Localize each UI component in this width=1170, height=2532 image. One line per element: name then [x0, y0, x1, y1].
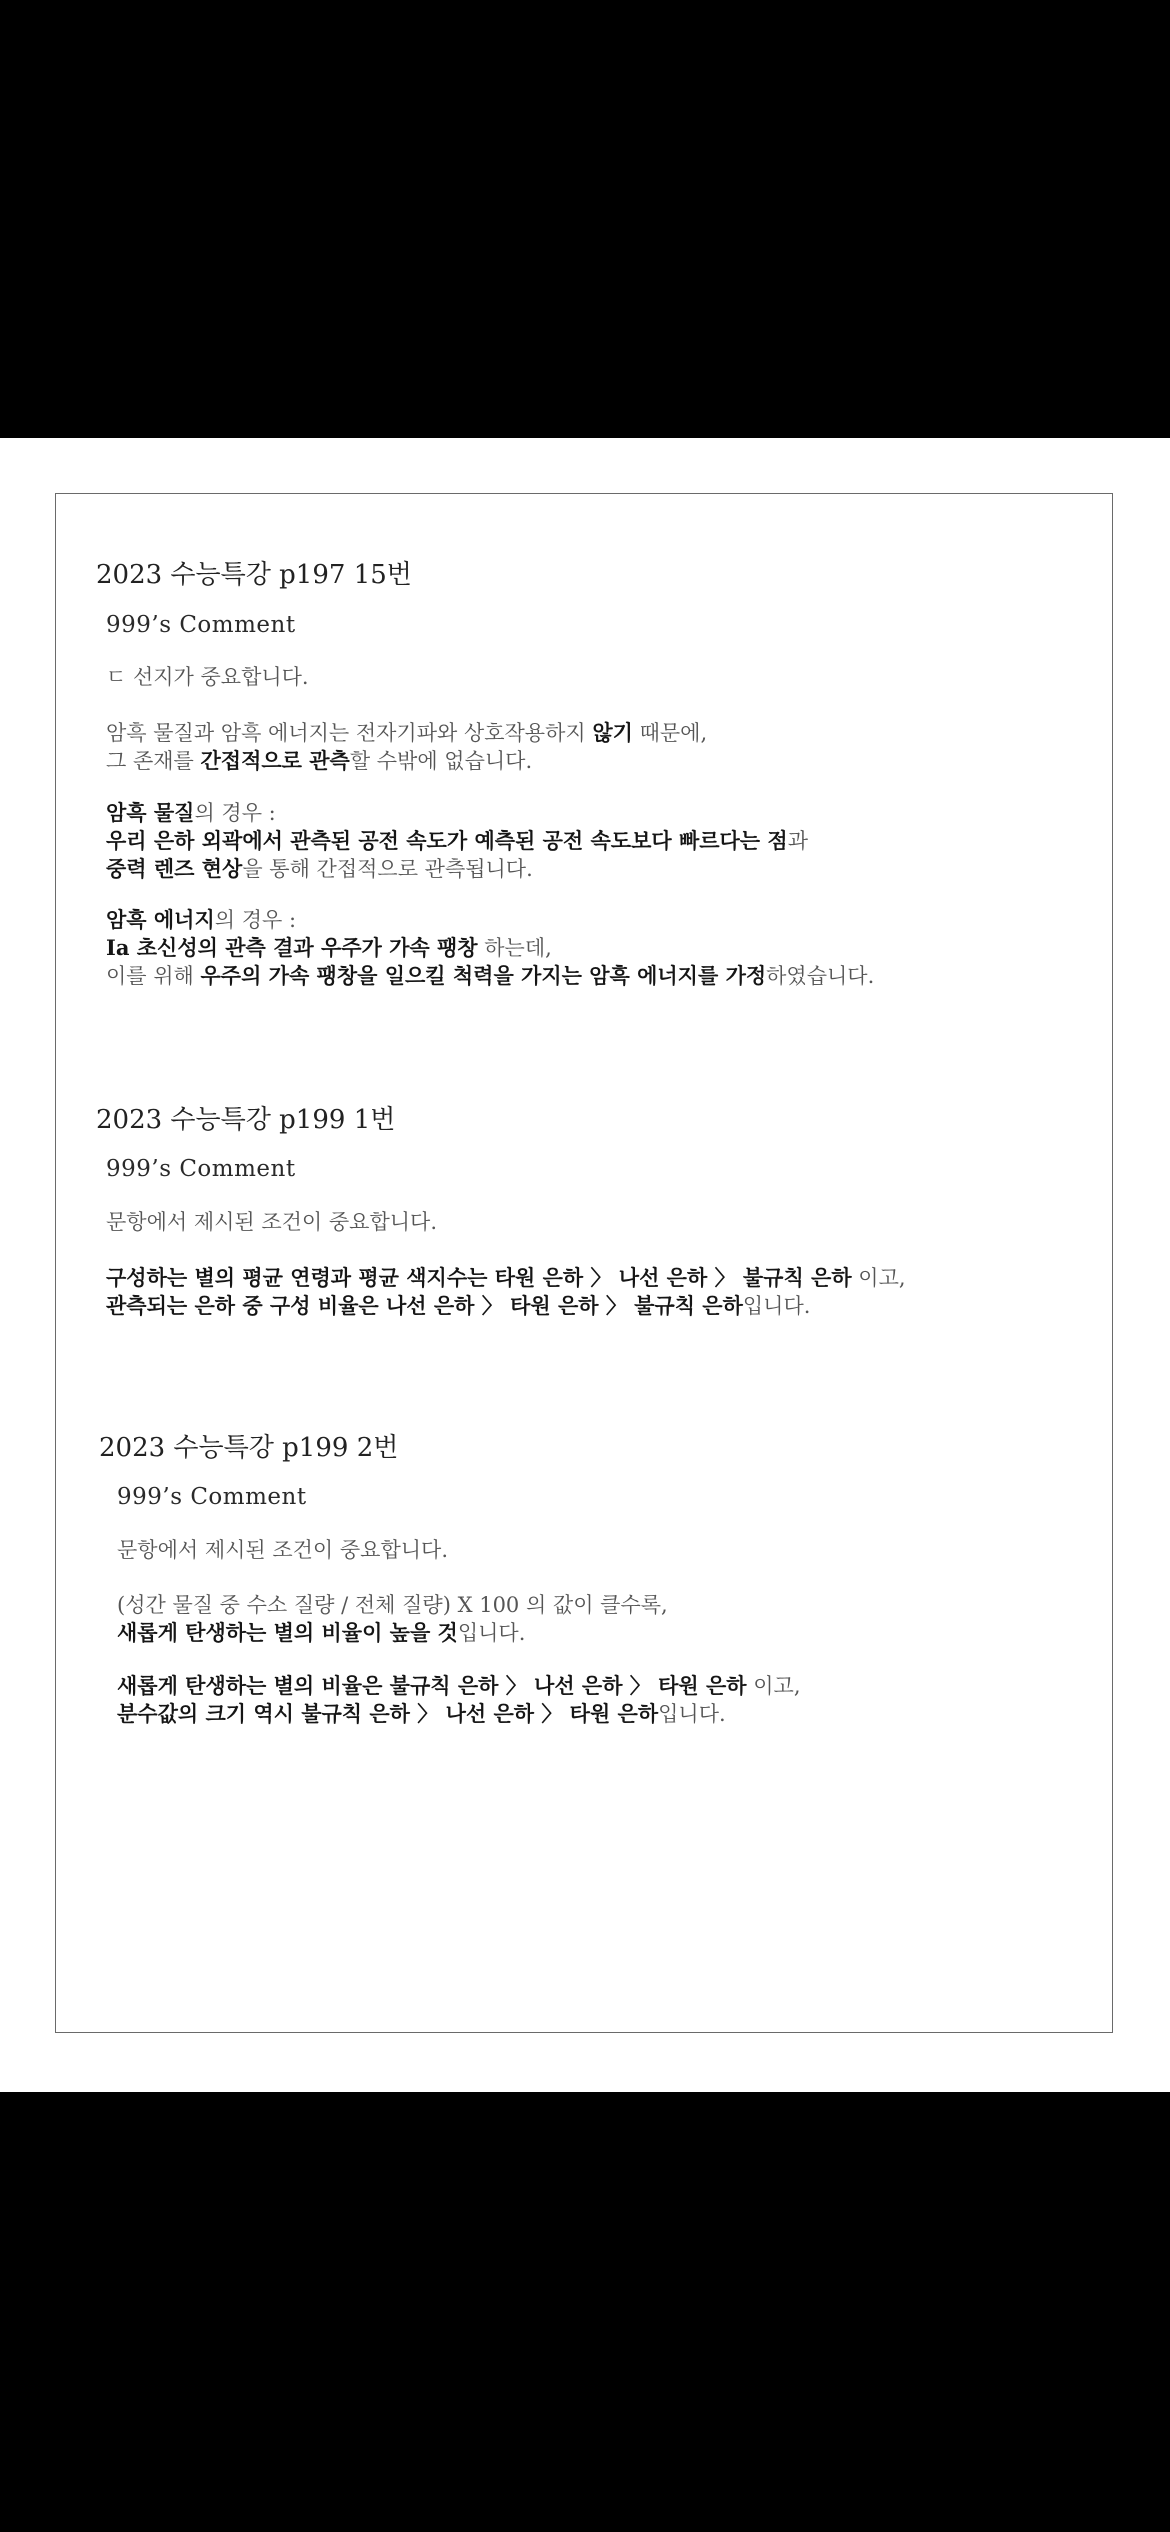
text-run: (성간 물질 중 수소 질량 / 전체 질량) X 100 의 값이 클수록, [117, 1593, 668, 1617]
section-title: 2023 수능특강 p197 15번 [96, 560, 412, 590]
bold-text: Ⅰa 초신성의 관측 결과 우주가 가속 팽창 [106, 935, 478, 960]
text-line [106, 906, 874, 934]
text-line [117, 1537, 448, 1564]
comment-heading: 999’s Comment [106, 612, 296, 638]
text-line [117, 1592, 668, 1619]
text-run: 입니다. [742, 1294, 811, 1318]
bold-text: 간접적으로 관측 [200, 748, 350, 773]
text-run: 암흑 물질과 암흑 에너지는 전자기파와 상호작용하지 [106, 721, 593, 745]
bold-text: 우리 은하 외곽에서 관측된 공전 속도가 예측된 공전 속도보다 빠르다는 점 [106, 828, 788, 853]
bold-text: 새롭게 탄생하는 별의 비율이 높을 것 [117, 1620, 458, 1645]
text-run: 과 [787, 829, 808, 853]
text-line [117, 1672, 801, 1700]
text-run: 이고, [851, 1266, 906, 1290]
text-run: 그 존재를 [106, 749, 201, 773]
text-line [106, 719, 707, 747]
paragraph [106, 1264, 906, 1320]
bold-text: 관측되는 은하 중 구성 비율은 나선 은하 〉 타원 은하 〉 불규칙 은하 [106, 1293, 743, 1318]
text-line [106, 1292, 906, 1320]
paragraph [117, 1672, 801, 1728]
text-run: 때문에, [632, 721, 708, 745]
content-frame [55, 493, 1113, 2033]
text-line [106, 664, 309, 691]
text-run: 문항에서 제시된 조건이 중요합니다. [117, 1538, 448, 1562]
text-line [106, 962, 874, 990]
bold-text: 우주의 가속 팽창을 일으킬 척력을 가지는 암흑 에너지를 가정 [200, 963, 767, 988]
paragraph [106, 906, 874, 990]
bold-text: 중력 렌즈 현상 [106, 856, 243, 881]
text-line [106, 747, 707, 775]
paragraph [117, 1537, 448, 1564]
text-run: ㄷ 선지가 중요합니다. [106, 665, 309, 689]
text-line [106, 1209, 437, 1236]
paragraph [106, 664, 309, 691]
text-run: 의 경우 : [194, 801, 276, 825]
text-run: 하는데, [477, 936, 552, 960]
text-line [106, 799, 808, 827]
text-line [117, 1700, 801, 1728]
text-run: 의 경우 : [214, 908, 297, 932]
text-run: 이고, [746, 1674, 801, 1698]
text-run: 입니다. [658, 1702, 726, 1726]
text-run: 하였습니다. [766, 964, 875, 988]
text-line [106, 934, 874, 962]
paragraph [106, 719, 707, 775]
bold-text: 새롭게 탄생하는 별의 비율은 불규칙 은하 〉 나선 은하 〉 타원 은하 [117, 1673, 747, 1698]
bold-text: 구성하는 별의 평균 연령과 평균 색지수는 타원 은하 〉 나선 은하 〉 불규칙 은하 [106, 1265, 852, 1290]
comment-heading: 999’s Comment [106, 1156, 296, 1182]
bold-text: 않기 [592, 720, 633, 745]
text-line [106, 855, 808, 883]
text-run: 문항에서 제시된 조건이 중요합니다. [106, 1210, 437, 1234]
paragraph [117, 1592, 668, 1647]
paragraph [106, 1209, 437, 1236]
bold-text: 암흑 에너지 [106, 907, 215, 932]
text-line [117, 1619, 668, 1647]
text-line [106, 1264, 906, 1292]
paragraph [106, 799, 808, 883]
text-run: 이를 위해 [106, 964, 201, 988]
text-run: 을 통해 간접적으로 관측됩니다. [242, 857, 533, 881]
text-run: 입니다. [457, 1621, 526, 1645]
bold-text: 암흑 물질 [106, 800, 195, 825]
comment-heading: 999’s Comment [117, 1484, 307, 1510]
text-run: 할 수밖에 없습니다. [349, 749, 533, 773]
text-line [106, 827, 808, 855]
section-title: 2023 수능특강 p199 2번 [99, 1433, 399, 1463]
bold-text: 분수값의 크기 역시 불규칙 은하 〉 나선 은하 〉 타원 은하 [117, 1701, 659, 1726]
document-page [0, 438, 1170, 2092]
section-title: 2023 수능특강 p199 1번 [96, 1105, 396, 1135]
